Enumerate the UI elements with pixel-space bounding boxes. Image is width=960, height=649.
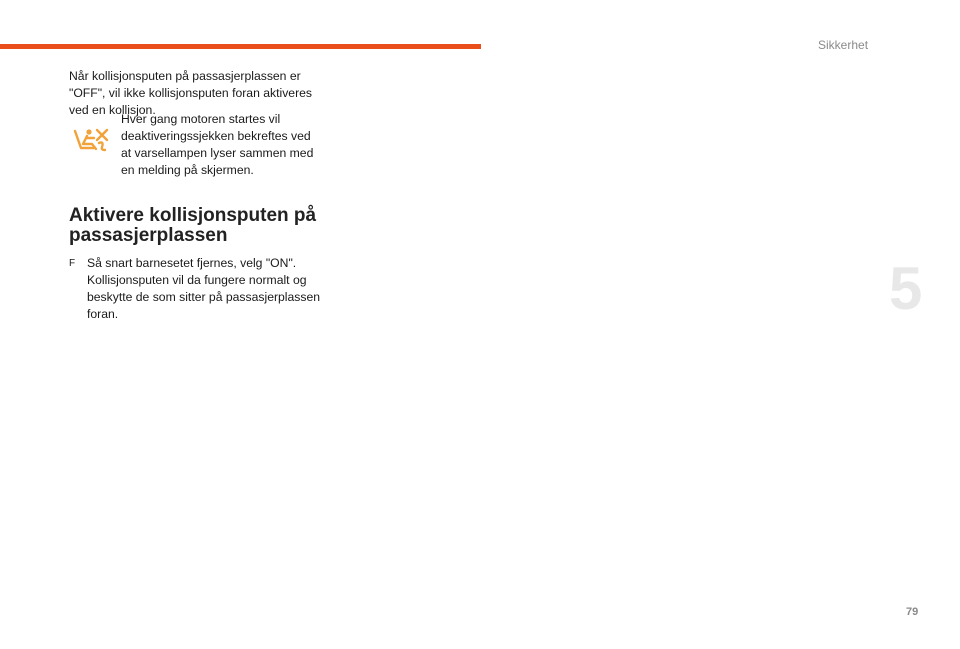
warning-text: Hver gang motoren startes vil deaktiveringssjekken bekreftes ved at varsellampen lyser sammen med en melding på skjermen.	[121, 112, 314, 177]
header-accent-bar	[0, 44, 481, 49]
section-title: Sikkerhet	[818, 38, 869, 52]
chapter-number: 5	[889, 255, 923, 322]
list-item	[69, 255, 339, 323]
page-number: 79	[906, 606, 919, 618]
bullet-marker: F	[69, 258, 76, 269]
section-heading: Aktivere kollisjonsputen på passasjerplassen	[69, 205, 317, 246]
intro-paragraph: Når kollisjonsputen på passasjerplassen er "OFF", vil ikke kollisjonsputen foran aktiveres ved en kollisjon.	[69, 69, 313, 117]
passenger-airbag-off-warning-icon	[72, 126, 114, 152]
bullet-text: Så snart barnesetet fjernes, velg "ON". Kollisjonsputen vil da fungere normalt og beskytte de som sitter på passasjerplassen foran.	[87, 256, 321, 321]
